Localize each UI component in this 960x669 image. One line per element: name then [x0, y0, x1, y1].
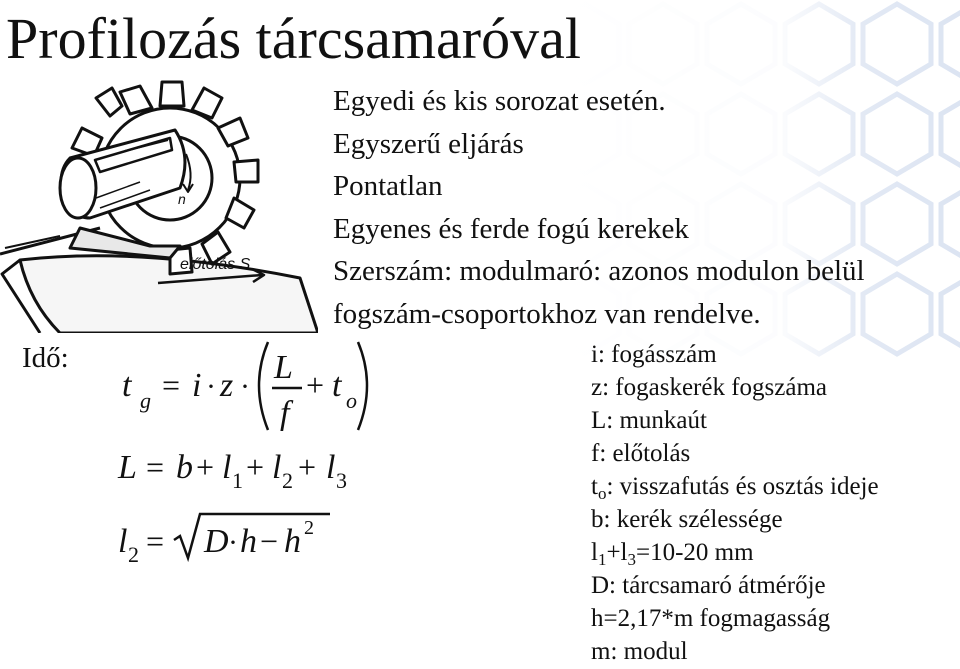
- svg-text:b: b: [176, 449, 193, 486]
- svg-text:g: g: [140, 388, 151, 413]
- svg-text:2: 2: [128, 542, 139, 567]
- variable-item: [591, 536, 879, 569]
- milling-cutter-illustration: [0, 78, 318, 333]
- svg-text:=: =: [162, 367, 181, 403]
- svg-text:t: t: [332, 367, 342, 404]
- svg-text:t: t: [122, 367, 132, 404]
- svg-text:2: 2: [282, 468, 293, 493]
- svg-text:=: =: [146, 523, 165, 559]
- slide-title: Profilozás tárcsamaróval: [6, 6, 581, 71]
- variable-item: z: fogaskerék fogszáma: [591, 374, 827, 401]
- svg-text:h: h: [240, 523, 257, 560]
- svg-text:·: ·: [228, 526, 238, 559]
- variable-subscript: 1: [597, 550, 607, 569]
- formula-machining-time: [122, 342, 367, 432]
- svg-text:2: 2: [304, 517, 314, 539]
- bullet-item: Egyenes és ferde fogú kerekek: [333, 212, 689, 245]
- variable-item: b: kerék szélessége: [591, 506, 783, 533]
- variable-symbol: t: [591, 473, 598, 500]
- rotation-label: n: [178, 191, 186, 207]
- formula-path-length: [117, 449, 347, 493]
- bullet-item: Szerszám: modulmaró: azonos modulon belül: [333, 255, 865, 287]
- variable-list: [591, 338, 879, 668]
- variable-item: D: tárcsamaró átmérője: [591, 572, 826, 599]
- bullet-item: Egyedi és kis sorozat esetén.: [333, 85, 666, 117]
- svg-text:o: o: [346, 388, 357, 413]
- svg-text:·: ·: [240, 370, 250, 403]
- svg-text:h: h: [284, 523, 301, 560]
- svg-text:+: +: [196, 449, 215, 485]
- time-label: Idő:: [22, 342, 69, 374]
- variable-text: : visszafutás és osztás ideje: [606, 473, 879, 500]
- svg-text:+: +: [246, 449, 265, 485]
- svg-text:L: L: [274, 349, 293, 386]
- formulas: [100, 330, 400, 590]
- svg-text:+: +: [306, 367, 325, 403]
- variable-item: L: munkaút: [591, 407, 707, 434]
- bullet-item: Pontatlan: [333, 170, 443, 202]
- svg-text:l: l: [326, 449, 336, 486]
- variable-item: i: fogásszám: [591, 341, 717, 368]
- formula-approach-length: [118, 514, 330, 567]
- svg-text:+: +: [298, 449, 317, 485]
- svg-text:·: ·: [206, 370, 216, 403]
- svg-text:f: f: [280, 395, 290, 432]
- variable-subscript: 3: [627, 550, 636, 569]
- svg-text:l: l: [272, 449, 282, 486]
- variable-item: m: modul: [591, 638, 688, 665]
- svg-text:z: z: [220, 367, 234, 404]
- feed-label: előtolás S: [180, 256, 251, 273]
- variable-text: +l: [606, 539, 628, 566]
- variable-item: h=2,17*m fogmagasság: [591, 605, 831, 632]
- bullet-list: [333, 80, 865, 335]
- svg-text:l: l: [118, 523, 128, 560]
- bullet-item: fogszám-csoportokhoz van rendelve.: [333, 297, 761, 330]
- svg-text:L: L: [118, 449, 137, 486]
- variable-text: =10-20 mm: [636, 539, 754, 566]
- variable-subscript: o: [597, 484, 607, 503]
- svg-text:i: i: [192, 367, 202, 404]
- variable-symbol: l: [591, 539, 598, 566]
- svg-text:l: l: [222, 449, 232, 486]
- svg-text:D: D: [204, 523, 229, 560]
- bullet-item: Egyszerű eljárás: [333, 127, 524, 160]
- svg-text:3: 3: [336, 468, 347, 493]
- svg-text:−: −: [260, 523, 279, 559]
- variable-item: f: előtolás: [591, 440, 691, 467]
- svg-text:1: 1: [232, 468, 243, 493]
- svg-text:=: =: [146, 449, 165, 485]
- variable-item: [591, 470, 879, 503]
